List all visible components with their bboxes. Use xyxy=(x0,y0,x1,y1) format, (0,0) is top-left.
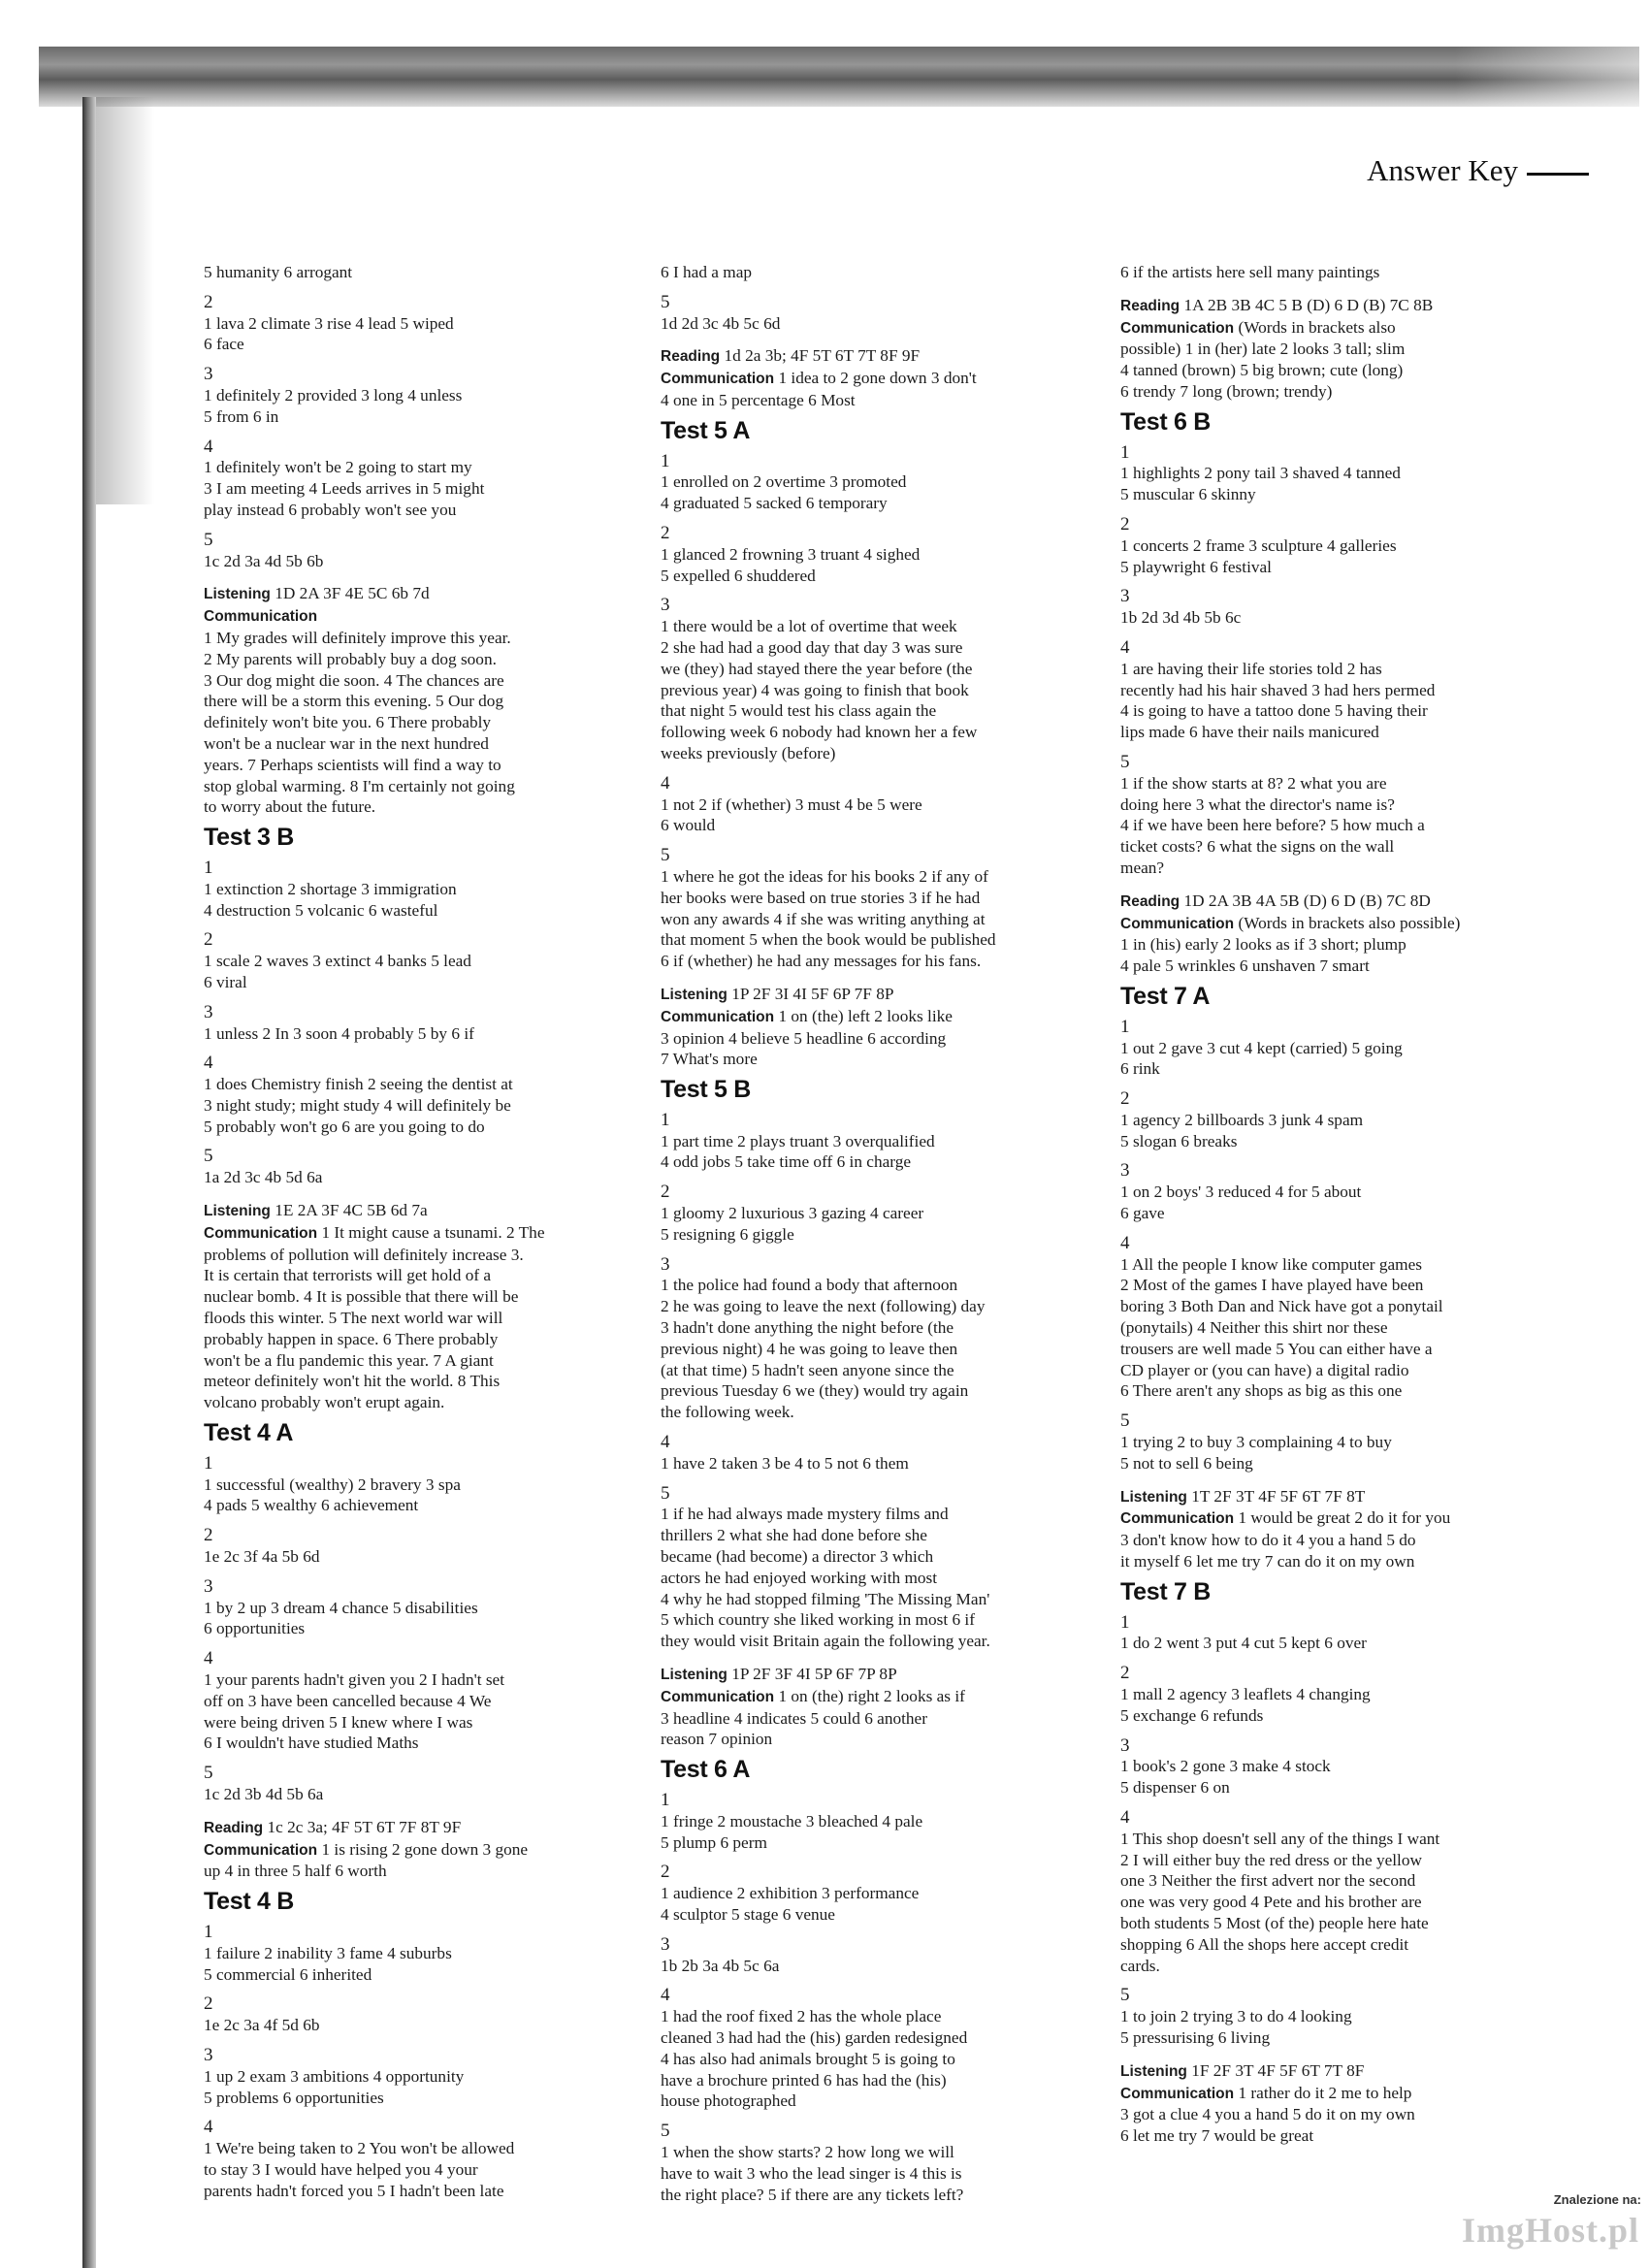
exercise-number: 3 xyxy=(1120,586,1130,607)
answer-line: meteor definitely won't hit the world. 8 This xyxy=(204,1372,501,1391)
exercise-number: 3 xyxy=(204,364,213,385)
labelled-answer-line xyxy=(1120,913,1552,935)
exercise-number: 2 xyxy=(1120,1663,1130,1684)
exercise-number: 1 xyxy=(204,857,213,878)
answer-line: 5 exchange 6 refunds xyxy=(1120,1705,1264,1725)
skill-label: Communication xyxy=(204,608,318,626)
answer-line: 1 do 2 went 3 put 4 cut 5 kept 6 over xyxy=(1120,1634,1367,1653)
answer-text: (Words in brackets also possible) xyxy=(1234,913,1461,932)
exercise-number: 5 xyxy=(661,845,670,866)
answer-line: 1d 2d 3c 4b 5c 6d xyxy=(661,313,781,333)
answer-line: 6 would xyxy=(661,816,716,835)
scan-top-band xyxy=(39,47,1639,107)
answer-line: 1 successful (wealthy) 2 bravery 3 spa xyxy=(204,1474,461,1494)
exercise-number: 4 xyxy=(661,1985,670,2006)
answer-text: 1 It might cause a tsunami. 2 The xyxy=(317,1222,545,1242)
labelled-answer-line xyxy=(204,583,635,605)
answer-line: trousers are well made 5 You can either have a xyxy=(1120,1339,1433,1358)
section-title: Test 5 A xyxy=(661,416,751,444)
answer-line: (ponytails) 4 Neither this shirt nor these xyxy=(1120,1318,1388,1338)
answer-line: 1 All the people I know like computer games xyxy=(1120,1254,1422,1274)
answer-line: years. 7 Perhaps scientists will find a way to xyxy=(204,755,501,774)
answer-line: the following week. xyxy=(661,1403,794,1422)
labelled-answer-line xyxy=(204,1839,635,1862)
answer-line: following week 6 nobody had known her a few xyxy=(661,723,978,742)
answer-text: 1d 2a 3b; 4F 5T 6T 7T 8F 9F xyxy=(720,346,921,366)
skill-label: Reading xyxy=(1120,892,1180,910)
answer-line: 6 opportunities xyxy=(204,1619,306,1638)
section-title: Test 3 B xyxy=(204,824,294,852)
answer-line: 4 has also had animals brought 5 is going to xyxy=(661,2049,955,2068)
answer-text: 1 on (the) right 2 looks as if xyxy=(774,1686,965,1705)
answer-line: lips made 6 have their nails manicured xyxy=(1120,723,1379,742)
answer-text: 1 rather do it 2 me to help xyxy=(1234,2083,1412,2102)
answer-line: won't be a nuclear war in the next hundred xyxy=(204,733,489,753)
answer-line: her books were based on true stories 3 if he had xyxy=(661,888,981,907)
skill-label: Reading xyxy=(1120,297,1180,314)
answer-column-1 xyxy=(204,262,635,2202)
skill-label: Listening xyxy=(661,1667,728,1684)
answer-line: to stay 3 I would have helped you 4 your xyxy=(204,2159,478,2179)
answer-line: 5 from 6 in xyxy=(204,406,279,426)
exercise-number: 4 xyxy=(204,2117,213,2138)
exercise-number: 4 xyxy=(661,772,670,794)
answer-line: 5 playwright 6 festival xyxy=(1120,557,1272,576)
skill-label: Communication xyxy=(1120,1510,1235,1528)
answer-column-3 xyxy=(1120,262,1552,2147)
skill-label: Communication xyxy=(204,1224,318,1242)
answer-line: previous Tuesday 6 we (they) would try again xyxy=(661,1381,969,1401)
answer-line: 6 I wouldn't have studied Maths xyxy=(204,1733,419,1753)
answer-line: 6 let me try 7 would be great xyxy=(1120,2126,1314,2146)
answer-line: 1 gloomy 2 luxurious 3 gazing 4 career xyxy=(661,1204,924,1223)
answer-line: to worry about the future. xyxy=(204,797,376,817)
answer-line: shopping 6 All the shops here accept credit xyxy=(1120,1934,1409,1954)
answer-line: 1 the police had found a body that afternoon xyxy=(661,1276,958,1295)
exercise-number: 2 xyxy=(661,1862,670,1883)
labelled-answer-line xyxy=(661,1006,1092,1028)
answer-line: 1 up 2 exam 3 ambitions 4 opportunity xyxy=(204,2066,465,2086)
answer-line: house photographed xyxy=(661,2091,796,2111)
answer-line: off on 3 have been cancelled because 4 We xyxy=(204,1691,492,1710)
answer-line: 1e 2c 3a 4f 5d 6b xyxy=(204,2016,320,2035)
skill-label: Listening xyxy=(204,586,271,603)
answer-line: 1 trying 2 to buy 3 complaining 4 to buy xyxy=(1120,1433,1392,1452)
footer-note: Znalezione na: xyxy=(1553,2192,1641,2207)
answer-line: 1b 2d 3d 4b 5b 6c xyxy=(1120,608,1242,628)
skill-label: Reading xyxy=(204,1819,264,1836)
exercise-number: 5 xyxy=(204,529,213,550)
answer-line: 1 audience 2 exhibition 3 performance xyxy=(661,1884,920,1903)
answer-text: 1 on (the) left 2 looks like xyxy=(774,1006,953,1025)
answer-line: 1 glanced 2 frowning 3 truant 4 sighed xyxy=(661,544,921,564)
exercise-number: 2 xyxy=(661,522,670,543)
answer-line: 1 when the show starts? 2 how long we will xyxy=(661,2142,954,2161)
answer-line: 5 resigning 6 giggle xyxy=(661,1224,794,1244)
answer-line: won any awards 4 if she was writing anything at xyxy=(661,909,986,928)
answer-line: we (they) had stayed there the year before (the xyxy=(661,659,973,678)
answer-line: 2 he was going to leave the next (following) day xyxy=(661,1297,986,1316)
answer-line: 1b 2b 3a 4b 5c 6a xyxy=(661,1956,780,1975)
exercise-number: 3 xyxy=(1120,1160,1130,1182)
exercise-number: 4 xyxy=(1120,1807,1130,1828)
skill-label: Communication xyxy=(1120,915,1235,932)
answer-line: 1 in (his) early 2 looks as if 3 short; plump xyxy=(1120,935,1406,955)
answer-line: up 4 in three 5 half 6 worth xyxy=(204,1862,387,1881)
answer-line: thrillers 2 what she had done before she xyxy=(661,1526,927,1545)
answer-line: the right place? 5 if there are any tickets left? xyxy=(661,2185,964,2204)
exercise-number: 5 xyxy=(661,1482,670,1504)
answer-line: 1 failure 2 inability 3 fame 4 suburbs xyxy=(204,1943,452,1962)
answer-line: recently had his hair shaved 3 had hers permed xyxy=(1120,680,1436,699)
answer-line: 5 plump 6 perm xyxy=(661,1832,767,1852)
labelled-answer-line xyxy=(1120,317,1552,340)
exercise-number: 3 xyxy=(661,1253,670,1275)
answer-line: 5 not to sell 6 being xyxy=(1120,1453,1253,1473)
answer-line: 5 expelled 6 shuddered xyxy=(661,566,816,585)
exercise-number: 3 xyxy=(661,1933,670,1955)
labelled-answer-line xyxy=(1120,2083,1552,2105)
answer-line: 4 is going to have a tattoo done 5 having their xyxy=(1120,701,1428,721)
labelled-answer-line xyxy=(661,984,1092,1006)
answer-line: 3 I am meeting 4 Leeds arrives in 5 might xyxy=(204,479,485,499)
answer-line: 1 on 2 boys' 3 reduced 4 for 5 about xyxy=(1120,1183,1362,1202)
answer-line: 1 highlights 2 pony tail 3 shaved 4 tanned xyxy=(1120,464,1401,483)
answer-line: boring 3 Both Dan and Nick have got a ponytail xyxy=(1120,1297,1443,1316)
labelled-answer-line xyxy=(1120,1507,1552,1530)
answer-line: 1 part time 2 plays truant 3 overqualified xyxy=(661,1131,935,1150)
answer-line: 3 headline 4 indicates 5 could 6 another xyxy=(661,1708,927,1728)
answer-line: 3 Our dog might die soon. 4 The chances are xyxy=(204,670,504,690)
answer-line: 2 My parents will probably buy a dog soon. xyxy=(204,649,497,668)
skill-label: Listening xyxy=(1120,2062,1187,2080)
answer-line: previous night) 4 he was going to leave then xyxy=(661,1339,958,1358)
answer-line: 6 face xyxy=(204,335,244,354)
answer-line: play instead 6 probably won't see you xyxy=(204,500,457,519)
answer-line: 7 What's more xyxy=(661,1050,758,1069)
skill-label: Communication xyxy=(661,1008,775,1025)
answer-text: 1 is rising 2 gone down 3 gone xyxy=(317,1839,529,1859)
answer-line: 5 probably won't go 6 are you going to do xyxy=(204,1117,485,1136)
answer-line: 1 if the show starts at 8? 2 what you are xyxy=(1120,773,1387,793)
page-title: Answer Key xyxy=(1367,153,1518,187)
exercise-number: 2 xyxy=(204,1993,213,2015)
answer-line: It is certain that terrorists will get hold of a xyxy=(204,1266,492,1285)
exercise-number: 4 xyxy=(661,1432,670,1453)
answer-text: 1 idea to 2 gone down 3 don't xyxy=(774,369,977,388)
labelled-answer-line xyxy=(1120,891,1552,913)
exercise-number: 1 xyxy=(661,1109,670,1130)
exercise-number: 5 xyxy=(1120,751,1130,772)
exercise-number: 5 xyxy=(204,1146,213,1167)
exercise-number: 2 xyxy=(204,291,213,312)
answer-line: volcano probably won't erupt again. xyxy=(204,1393,445,1412)
answer-line: 1 definitely 2 provided 3 long 4 unless xyxy=(204,385,463,405)
answer-line: previous year) 4 was going to finish that book xyxy=(661,680,969,699)
answer-line: that night 5 would test his class again the xyxy=(661,701,937,721)
answer-text: 1F 2F 3T 4F 5F 6T 7T 8F xyxy=(1186,2060,1365,2080)
watermark-logo: ImgHost.pl xyxy=(1461,2211,1639,2250)
exercise-number: 2 xyxy=(661,1182,670,1203)
exercise-number: 5 xyxy=(1120,1410,1130,1432)
answer-line: probably happen in space. 6 There probably xyxy=(204,1329,499,1348)
answer-line: 6 I had a map xyxy=(661,263,753,281)
answer-line: 6 There aren't any shops as big as this one xyxy=(1120,1381,1403,1401)
exercise-number: 1 xyxy=(661,1790,670,1810)
labelled-answer-line xyxy=(1120,1486,1552,1508)
answer-line: 3 night study; might study 4 will definitely be xyxy=(204,1095,511,1115)
skill-label: Listening xyxy=(1120,1488,1187,1506)
answer-line: 1 extinction 2 shortage 3 immigration xyxy=(204,879,457,898)
answer-column-2 xyxy=(661,262,1092,2205)
exercise-number: 1 xyxy=(661,450,670,471)
answer-line: 1 scale 2 waves 3 extinct 4 banks 5 lead xyxy=(204,952,471,971)
labelled-answer-line xyxy=(204,605,635,628)
answer-line: 1 not 2 if (whether) 3 must 4 be 5 were xyxy=(661,794,922,814)
skill-label: Communication xyxy=(661,1688,775,1705)
labelled-answer-line xyxy=(1120,2060,1552,2083)
exercise-number: 4 xyxy=(204,436,213,457)
answer-line: 2 I will either buy the red dress or the yellow xyxy=(1120,1850,1422,1869)
answer-line: 6 if the artists here sell many paintings xyxy=(1120,263,1380,281)
exercise-number: 4 xyxy=(204,1053,213,1074)
skill-label: Communication xyxy=(661,371,775,388)
answer-line: 5 humanity 6 arrogant xyxy=(204,263,353,281)
answer-line: 3 don't know how to do it 4 you a hand 5 do xyxy=(1120,1531,1416,1550)
answer-line: 4 sculptor 5 stage 6 venue xyxy=(661,1904,835,1924)
answer-line: became (had become) a director 3 which xyxy=(661,1547,934,1567)
answer-line: 4 why he had stopped filming 'The Missing Man' xyxy=(661,1589,990,1608)
answer-line: 1 out 2 gave 3 cut 4 kept (carried) 5 going xyxy=(1120,1038,1403,1057)
answer-text: 1c 2c 3a; 4F 5T 6T 7F 8T 9F xyxy=(263,1817,462,1836)
answer-line: 4 one in 5 percentage 6 Most xyxy=(661,390,856,409)
answer-line: 1 to join 2 trying 3 to do 4 looking xyxy=(1120,2007,1352,2026)
scan-band-fade xyxy=(1455,47,1649,107)
exercise-number: 1 xyxy=(1120,1611,1130,1633)
exercise-number: 5 xyxy=(661,2121,670,2142)
section-title: Test 4 B xyxy=(204,1888,294,1916)
labelled-answer-line xyxy=(1120,295,1552,317)
section-title: Test 7 A xyxy=(1120,982,1211,1010)
exercise-number: 2 xyxy=(1120,1088,1130,1110)
answer-line: reason 7 opinion xyxy=(661,1730,773,1749)
labelled-answer-line xyxy=(204,1817,635,1839)
exercise-number: 3 xyxy=(1120,1734,1130,1756)
exercise-number: 3 xyxy=(661,595,670,616)
answer-line: 1 if he had always made mystery films and xyxy=(661,1505,949,1524)
exercise-number: 1 xyxy=(204,1921,213,1942)
scan-spine-shadow xyxy=(82,97,96,2268)
exercise-number: 5 xyxy=(204,1763,213,1784)
answer-line: 1 This shop doesn't sell any of the things I want xyxy=(1120,1829,1440,1848)
answer-line: 5 which country she liked working in most 6 if xyxy=(661,1610,975,1630)
answer-line: 2 Most of the games I have played have been xyxy=(1120,1276,1424,1295)
answer-line: 1 concerts 2 frame 3 sculpture 4 galleries xyxy=(1120,535,1397,555)
answer-line: 5 pressurising 6 living xyxy=(1120,2027,1271,2047)
answer-line: 1 had the roof fixed 2 has the whole place xyxy=(661,2007,942,2026)
answer-line: 1 enrolled on 2 overtime 3 promoted xyxy=(661,472,907,492)
answer-line: that moment 5 when the book would be published xyxy=(661,930,996,950)
answer-line: mean? xyxy=(1120,858,1165,877)
answer-line: there will be a storm this evening. 5 Our dog xyxy=(204,692,504,711)
answer-text: 1A 2B 3B 4C 5 B (D) 6 D (B) 7C 8B xyxy=(1180,295,1434,314)
answer-line: actors he had enjoyed working with most xyxy=(661,1568,938,1587)
answer-line: 2 she had had a good day that day 3 was sure xyxy=(661,637,963,657)
answer-line: 1e 2c 3f 4a 5b 6d xyxy=(204,1547,320,1567)
answer-line: ticket costs? 6 what the signs on the wall xyxy=(1120,837,1395,857)
answer-line: parents hadn't forced you 5 I hadn't been late xyxy=(204,2181,504,2200)
answer-line: one 3 Neither the first advert nor the second xyxy=(1120,1871,1416,1891)
section-title: Test 7 B xyxy=(1120,1577,1211,1605)
answer-line: it myself 6 let me try 7 can do it on my own xyxy=(1120,1552,1415,1571)
labelled-answer-line xyxy=(661,368,1092,390)
answer-line: 1 are having their life stories told 2 has xyxy=(1120,659,1382,678)
answer-line: possible) 1 in (her) late 2 looks 3 tall; slim xyxy=(1120,340,1406,359)
exercise-number: 5 xyxy=(661,291,670,312)
title-rule xyxy=(1527,173,1589,176)
answer-text: 1P 2F 3I 4I 5F 6P 7F 8P xyxy=(727,984,894,1003)
answer-line: floods this winter. 5 The next world war will xyxy=(204,1309,503,1328)
answer-line: definitely won't bite you. 6 There probably xyxy=(204,713,492,732)
answer-line: have a brochure printed 6 has had the (his) xyxy=(661,2070,947,2090)
answer-line: 1 your parents hadn't given you 2 I hadn't set xyxy=(204,1670,505,1690)
labelled-answer-line xyxy=(661,1664,1092,1686)
answer-line: 3 got a clue 4 you a hand 5 do it on my own xyxy=(1120,2105,1415,2124)
answer-line: 1a 2d 3c 4b 5d 6a xyxy=(204,1168,323,1187)
answer-line: 6 gave xyxy=(1120,1204,1165,1223)
exercise-number: 4 xyxy=(1120,1232,1130,1253)
labelled-answer-line xyxy=(661,1686,1092,1708)
answer-line: they would visit Britain again the following year. xyxy=(661,1632,990,1651)
answer-line: 4 destruction 5 volcanic 6 wasteful xyxy=(204,900,438,920)
answer-line: 1 My grades will definitely improve this year. xyxy=(204,628,511,647)
answer-line: CD player or (you can have) a digital radio xyxy=(1120,1360,1409,1379)
answer-line: 3 opinion 4 believe 5 headline 6 according xyxy=(661,1028,947,1048)
exercise-number: 1 xyxy=(204,1452,213,1474)
answer-line: 1 We're being taken to 2 You won't be allowed xyxy=(204,2139,515,2158)
labelled-answer-line xyxy=(204,1200,635,1222)
answer-line: 6 trendy 7 long (brown; trendy) xyxy=(1120,381,1333,401)
answer-line: 1 does Chemistry finish 2 seeing the dentist at xyxy=(204,1075,513,1094)
answer-line: 1c 2d 3a 4d 5b 6b xyxy=(204,551,324,570)
answer-line: 5 problems 6 opportunities xyxy=(204,2088,384,2107)
answer-line: doing here 3 what the director's name is? xyxy=(1120,794,1395,814)
skill-label: Communication xyxy=(1120,2085,1235,2102)
answer-line: 1 unless 2 In 3 soon 4 probably 5 by 6 if xyxy=(204,1023,474,1043)
skill-label: Communication xyxy=(1120,319,1235,337)
exercise-number: 3 xyxy=(204,1001,213,1022)
answer-line: 5 slogan 6 breaks xyxy=(1120,1131,1238,1150)
answer-line: were being driven 5 I knew where I was xyxy=(204,1712,473,1732)
answer-line: 1 definitely won't be 2 going to start my xyxy=(204,458,472,477)
skill-label: Communication xyxy=(204,1841,318,1859)
answer-line: 1 have 2 taken 3 be 4 to 5 not 6 them xyxy=(661,1453,909,1473)
labelled-answer-line xyxy=(204,1222,635,1245)
answer-line: 4 odd jobs 5 take time off 6 in charge xyxy=(661,1152,912,1172)
answer-line: 1 where he got the ideas for his books 2 if any of xyxy=(661,866,988,886)
exercise-number: 1 xyxy=(1120,441,1130,463)
answer-line: problems of pollution will definitely increase 3. xyxy=(204,1245,524,1264)
scan-spine-gradient xyxy=(96,97,154,504)
answer-line: 5 commercial 6 inherited xyxy=(204,1964,372,1984)
answer-line: 1c 2d 3b 4d 5b 6a xyxy=(204,1785,324,1803)
answer-text: (Words in brackets also xyxy=(1234,317,1396,337)
answer-line: one was very good 4 Pete and his brother are xyxy=(1120,1893,1422,1912)
answer-line: 1 agency 2 billboards 3 junk 4 spam xyxy=(1120,1110,1364,1129)
answer-line: weeks previously (before) xyxy=(661,743,836,762)
answer-text: 1 would be great 2 do it for you xyxy=(1234,1508,1451,1528)
answer-line: 4 tanned (brown) 5 big brown; cute (long) xyxy=(1120,361,1404,380)
section-title: Test 6 A xyxy=(661,1756,751,1784)
skill-label: Reading xyxy=(661,348,721,366)
exercise-number: 1 xyxy=(1120,1016,1130,1037)
answer-line: 5 dispenser 6 on xyxy=(1120,1778,1230,1798)
answer-line: 4 graduated 5 sacked 6 temporary xyxy=(661,494,888,513)
exercise-number: 5 xyxy=(1120,1985,1130,2006)
answer-line: stop global warming. 8 I'm certainly not going xyxy=(204,776,515,795)
exercise-number: 4 xyxy=(1120,636,1130,658)
answer-line: 6 rink xyxy=(1120,1059,1160,1079)
answer-line: have to wait 3 who the lead singer is 4 this is xyxy=(661,2163,962,2183)
exercise-number: 4 xyxy=(204,1648,213,1669)
answer-line: nuclear bomb. 4 It is possible that there will be xyxy=(204,1287,519,1307)
answer-line: 4 pads 5 wealthy 6 achievement xyxy=(204,1496,419,1515)
skill-label: Listening xyxy=(661,986,728,1003)
answer-text: 1D 2A 3F 4E 5C 6b 7d xyxy=(270,584,430,603)
answer-line: 1 fringe 2 moustache 3 bleached 4 pale xyxy=(661,1811,923,1831)
section-title: Test 5 B xyxy=(661,1076,751,1104)
answer-line: 5 muscular 6 skinny xyxy=(1120,485,1256,504)
answer-text: 1E 2A 3F 4C 5B 6d 7a xyxy=(270,1201,428,1220)
answer-line: won't be a flu pandemic this year. 7 A giant xyxy=(204,1350,494,1370)
answer-text: 1P 2F 3F 4I 5P 6F 7P 8P xyxy=(727,1665,897,1684)
skill-label: Listening xyxy=(204,1203,271,1220)
answer-line: 3 hadn't done anything the night before (the xyxy=(661,1318,954,1338)
answer-line: 1 mall 2 agency 3 leaflets 4 changing xyxy=(1120,1685,1371,1704)
answer-text: 1D 2A 3B 4A 5B (D) 6 D (B) 7C 8D xyxy=(1180,891,1431,910)
answer-line: 4 if we have been here before? 5 how much a xyxy=(1120,816,1425,835)
answer-line: cards. xyxy=(1120,1956,1160,1975)
answer-line: 1 by 2 up 3 dream 4 chance 5 disabilities xyxy=(204,1598,478,1617)
answer-line: 1 book's 2 gone 3 make 4 stock xyxy=(1120,1757,1331,1776)
exercise-number: 3 xyxy=(204,2044,213,2065)
exercise-number: 2 xyxy=(1120,513,1130,535)
answer-line: 6 viral xyxy=(204,972,247,991)
section-title: Test 4 A xyxy=(204,1419,294,1447)
answer-text: 1T 2F 3T 4F 5F 6T 7F 8T xyxy=(1186,1486,1366,1506)
labelled-answer-line xyxy=(661,345,1092,368)
answer-line: 1 there would be a lot of overtime that week xyxy=(661,617,957,636)
answer-line: cleaned 3 had had the (his) garden redesigned xyxy=(661,2027,968,2047)
exercise-number: 2 xyxy=(204,1525,213,1546)
answer-line: (at that time) 5 hadn't seen anyone since the xyxy=(661,1360,954,1379)
exercise-number: 2 xyxy=(204,929,213,951)
section-title: Test 6 B xyxy=(1120,407,1211,436)
answer-line: 6 if (whether) he had any messages for his fans. xyxy=(661,952,982,971)
answer-line: 4 pale 5 wrinkles 6 unshaven 7 smart xyxy=(1120,956,1370,976)
answer-line: both students 5 Most (of the) people here hate xyxy=(1120,1913,1429,1932)
answer-line: 1 lava 2 climate 3 rise 4 lead 5 wiped xyxy=(204,313,454,333)
exercise-number: 3 xyxy=(204,1575,213,1597)
